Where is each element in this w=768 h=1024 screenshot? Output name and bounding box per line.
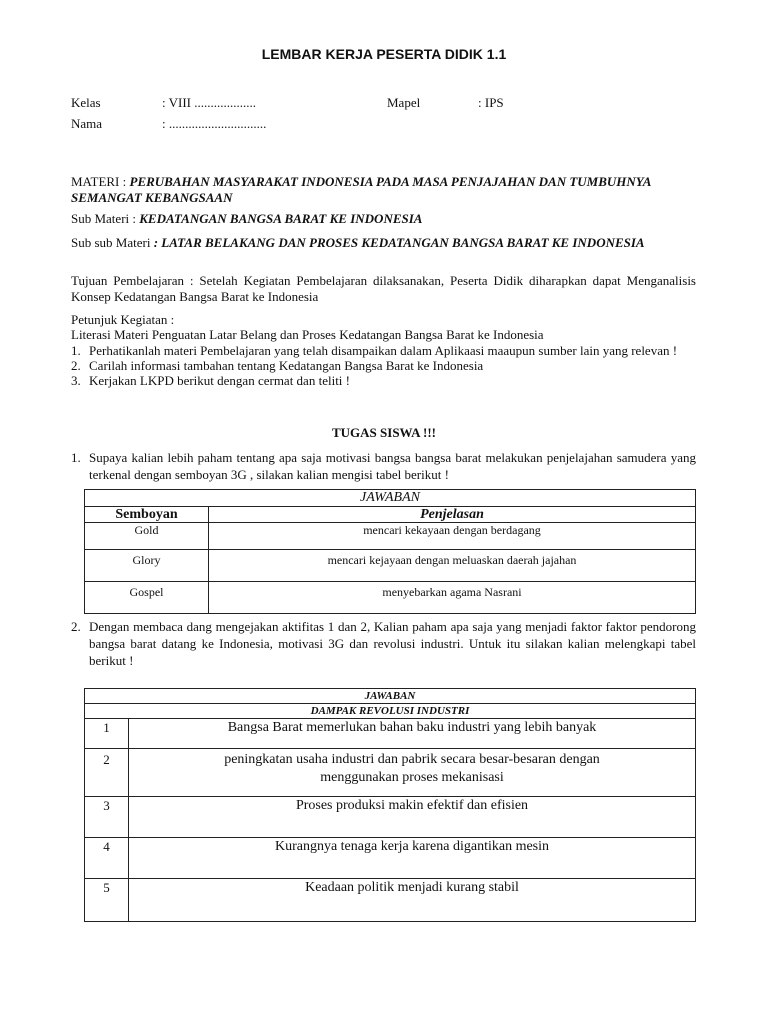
semboyan-cell: Gold — [85, 523, 209, 550]
list-text: Perhatikanlah materi Pembelajaran yang telah disampaikan dalam Aplikaasi maaupun sumber lain yang relevan ! — [89, 343, 678, 358]
row-number: 5 — [85, 879, 129, 922]
table-subtitle: DAMPAK REVOLUSI INDUSTRI — [85, 704, 696, 719]
question-text: Supaya kalian lebih paham tentang apa saja motivasi bangsa bangsa barat melakukan penjelajahan samudera yang terkenal dengan semboyan 3G , silakan kalian mengisi tabel berikut ! — [89, 450, 696, 482]
question-1 — [71, 449, 696, 483]
semboyan-cell: Glory — [85, 550, 209, 582]
table-row — [85, 719, 696, 749]
semboyan-cell: Gospel — [85, 582, 209, 614]
list-text: Carilah informasi tambahan tentang Kedatangan Bangsa Barat ke Indonesia — [89, 358, 484, 373]
list-item — [71, 373, 696, 388]
kelas-label: Kelas — [71, 95, 101, 110]
question-text: Dengan membaca dang mengejakan aktifitas 1 dan 2, Kalian paham apa saja yang menjadi faktor faktor pendorong bangsa barat datang ke Indonesia, motivasi 3G dan revolusi industri. Untuk itu silakan kalian melengkapi tabel berikut ! — [89, 619, 696, 668]
list-item — [71, 343, 696, 358]
table-row — [85, 582, 696, 614]
table-row — [85, 879, 696, 922]
penjelasan-cell: menyebarkan agama Nasrani — [209, 582, 696, 614]
list-text: Kerjakan LKPD berikut dengan cermat dan teliti ! — [89, 373, 350, 388]
tugas-heading: TUGAS SISWA !!! — [331, 425, 437, 440]
semboyan-table — [84, 489, 696, 614]
sub-sub-materi-value: : LATAR BELAKANG DAN PROSES KEDATANGAN BANGSA BARAT KE INDONESIA — [153, 235, 645, 250]
table-title: JAWABAN — [85, 490, 696, 507]
petunjuk-intro: Literasi Materi Penguatan Latar Belang dan Proses Kedatangan Bangsa Barat ke Indonesia — [71, 327, 544, 342]
nama-label: Nama — [71, 116, 103, 131]
petunjuk-heading: Petunjuk Kegiatan : — [71, 312, 175, 327]
row-text: Bangsa Barat memerlukan bahan baku industri yang lebih banyak — [129, 719, 696, 749]
penjelasan-cell: mencari kejayaan dengan meluaskan daerah jajahan — [209, 550, 696, 582]
row-text: Proses produksi makin efektif dan efisien — [129, 797, 696, 838]
list-number: 3. — [71, 373, 81, 388]
kelas-value: : VIII ................... — [162, 95, 257, 110]
page-title: LEMBAR KERJA PESERTA DIDIK 1.1 — [261, 46, 507, 62]
sub-materi-line — [71, 211, 696, 227]
row-text: Kurangnya tenaga kerja karena digantikan mesin — [129, 838, 696, 879]
row-text: Keadaan politik menjadi kurang stabil — [129, 879, 696, 922]
materi-value: PERUBAHAN MASYARAKAT INDONESIA PADA MASA PENJAJAHAN DAN TUMBUHNYA SEMANGAT KEBANGSAAN — [71, 174, 651, 205]
question-2 — [71, 618, 696, 669]
row-number: 1 — [85, 719, 129, 749]
dampak-table — [84, 688, 696, 922]
materi-label: MATERI : — [71, 174, 130, 189]
question-number: 2. — [71, 619, 81, 634]
nama-value: : .............................. — [162, 116, 267, 131]
row-text: peningkatan usaha industri dan pabrik secara besar-besaran dengan menggunakan proses mekanisasi — [129, 749, 696, 797]
row-number: 4 — [85, 838, 129, 879]
list-item — [71, 358, 696, 373]
list-number: 1. — [71, 343, 81, 358]
column-header-penjelasan: Penjelasan — [209, 507, 696, 523]
sub-sub-materi-line — [71, 235, 696, 251]
sub-materi-value: KEDATANGAN BANGSA BARAT KE INDONESIA — [139, 211, 423, 226]
mapel-value: : IPS — [478, 95, 504, 110]
question-number: 1. — [71, 450, 81, 465]
mapel-label: Mapel — [387, 95, 421, 110]
tujuan-pembelajaran: Tujuan Pembelajaran : Setelah Kegiatan Pembelajaran dilaksanakan, Peserta Didik diharapkan dapat Menganalisis Konsep Kedatangan Bangsa Barat ke Indonesia — [71, 273, 696, 304]
column-header-semboyan: Semboyan — [85, 507, 209, 523]
row-number: 2 — [85, 749, 129, 797]
table-row — [85, 749, 696, 797]
materi-line — [71, 174, 696, 206]
row-number: 3 — [85, 797, 129, 838]
table-row — [85, 838, 696, 879]
sub-sub-materi-label: Sub sub Materi — [71, 235, 154, 250]
sub-materi-label: Sub Materi : — [71, 211, 140, 226]
petunjuk-list — [71, 343, 696, 388]
table-row — [85, 523, 696, 550]
table-row — [85, 797, 696, 838]
penjelasan-cell: mencari kekayaan dengan berdagang — [209, 523, 696, 550]
table-title: JAWABAN — [85, 689, 696, 704]
list-number: 2. — [71, 358, 81, 373]
table-row — [85, 550, 696, 582]
